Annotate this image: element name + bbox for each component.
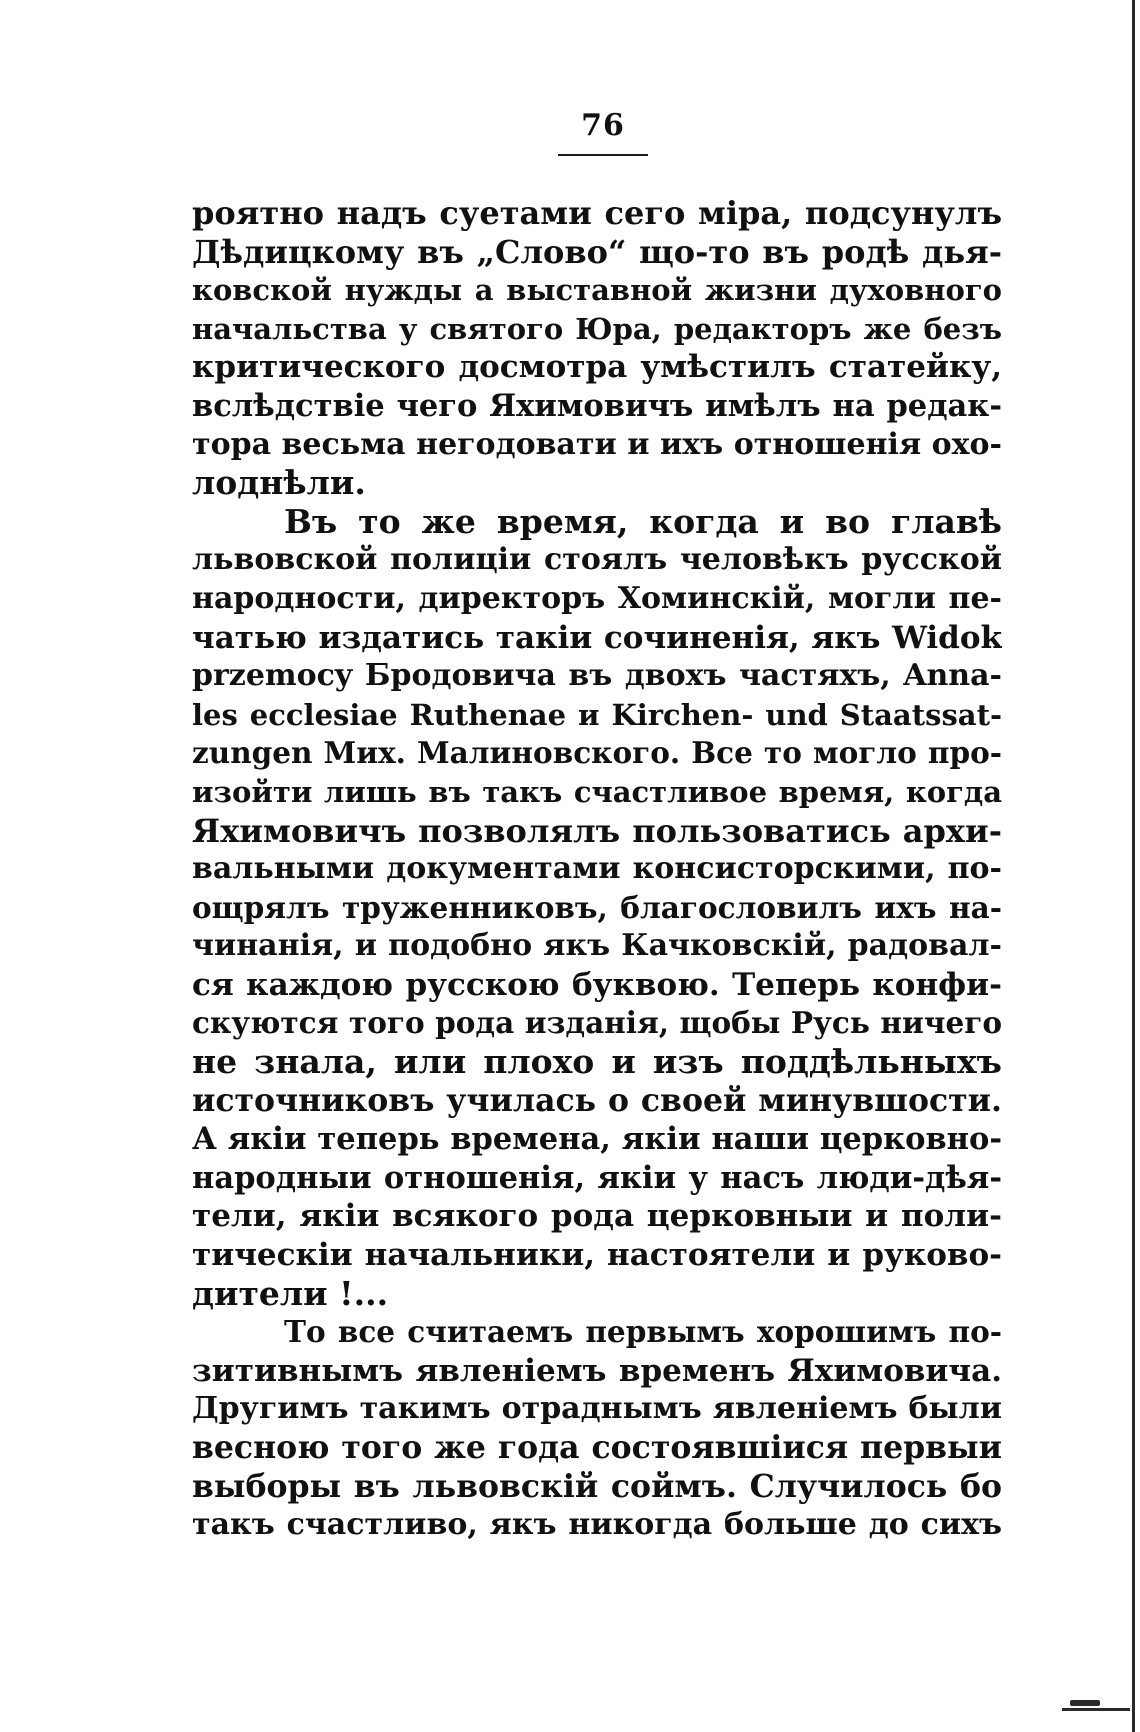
text-line: А якіи теперь времена, якіи наши церковно- [192, 1121, 1002, 1158]
text-line: Яхимовичъ позволялъ пользоватись архи- [192, 811, 1002, 850]
page-number-underline [558, 154, 648, 156]
text-line: чатью издатись такіи сочиненія, якъ Widok [192, 619, 1002, 656]
text-line: источниковъ училась о своей минувшости. [192, 1081, 1002, 1119]
text-line: не знала, или плохо и изъ поддѣльныхъ [192, 1043, 1002, 1082]
text-line: дители !... [192, 1274, 389, 1313]
text-line: les ecclesiae Ruthenae и Kirchen- und Staatssat- [192, 697, 1002, 732]
text-line: народности, директоръ Хоминскій, могли пе- [192, 580, 1002, 616]
text-line: зитивнымъ явленіемъ временъ Яхимовича. [192, 1352, 1002, 1389]
text-line: вальными документами консисторскими, по- [192, 851, 1002, 887]
text-line: ковской нужды а выставной жизни духовного [192, 273, 1002, 308]
text-line: изойти лишь въ такъ счастливое время, когда [192, 774, 1002, 809]
text-line: przemocy Бродовича въ двохъ частяхъ, Anna- [192, 658, 1002, 694]
text-line: тическіи начальники, настоятели и руково- [192, 1237, 1002, 1274]
scan-corner-mark [1062, 1708, 1130, 1711]
body-text [192, 194, 1002, 1545]
text-line: zungen Мих. Малиновского. Все то могло про- [192, 735, 1002, 771]
text-line: вслѣдствіе чего Яхимовичъ имѣлъ на редак- [192, 387, 1002, 424]
text-line: такъ счастливо, якъ никогда больше до сихъ [192, 1507, 1002, 1543]
text-line: чинанія, и подобно якъ Качковскій, радовал- [192, 928, 1002, 964]
text-line: Другимъ такимъ отраднымъ явленіемъ были [192, 1391, 1002, 1427]
text-line: тора весьма негодовати и ихъ отношенія охо- [192, 426, 1002, 462]
text-line: тели, якіи всякого рода церковныи и поли- [192, 1198, 1002, 1235]
scan-edge-line [1132, 0, 1135, 1732]
text-line: ощрялъ труженниковъ, благословилъ ихъ на- [192, 889, 1002, 925]
text-line: роятно надъ суетами сего міра, подсунулъ [192, 194, 1002, 232]
text-line: народныи отношенія, якіи у насъ люди-дѣя- [192, 1159, 1002, 1196]
text-line: скуются того рода изданія, щобы Русь ничего [192, 1005, 1002, 1041]
text-line: львовской полиціи стоялъ человѣкъ русской [192, 542, 1002, 578]
text-line: Въ то же время, когда и во главѣ [284, 502, 1002, 541]
text-line: То все считаемъ первымъ хорошимъ по- [284, 1314, 1002, 1350]
page-number: 76 [581, 108, 625, 143]
text-line: ся каждою русскою буквою. Теперь конфи- [192, 966, 1002, 1003]
text-line: начальства у святого Юра, редакторъ же безъ [192, 311, 1002, 346]
text-line: Дѣдицкому въ „Слово“ що-то въ родѣ дья- [192, 232, 1002, 271]
text-line: выборы въ львовскій соймъ. Случилось бо [192, 1467, 1002, 1505]
text-line: критического досмотра умѣстилъ статейку, [192, 349, 1002, 386]
text-line: весною того же года состоявшіися первыи [192, 1429, 1002, 1466]
text-line: лоднѣли. [192, 464, 366, 503]
